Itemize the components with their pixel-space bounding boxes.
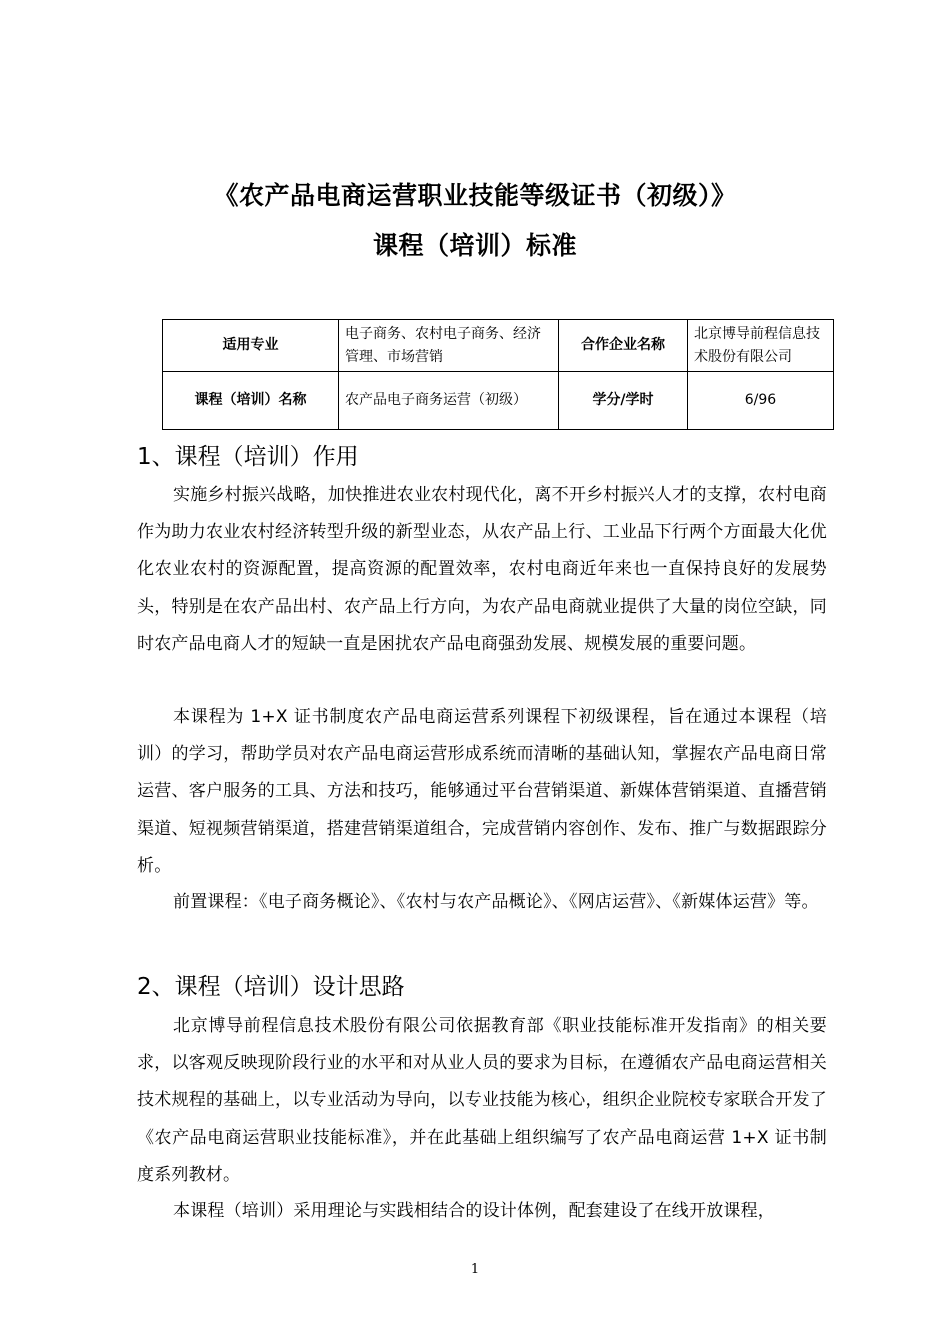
credit-hours-label: 学分/学时 xyxy=(559,372,688,430)
table-row xyxy=(163,320,834,372)
credit-hours-value: 6/96 xyxy=(688,372,834,430)
section-heading: 1、课程（培训）作用 xyxy=(137,444,359,470)
document-subtitle: 课程（培训）标准 xyxy=(372,231,577,260)
major-label: 适用专业 xyxy=(163,320,339,372)
partner-label: 合作企业名称 xyxy=(559,320,688,372)
paragraph: 北京博导前程信息技术股份有限公司依据教育部《职业技能标准开发指南》的相关要求，以客观反映现阶段行业的水平和对从业人员的要求为目标，在遵循农产品电商运营相关技术规程的基础上，以专业活动为导向，以专业技能为核心，组织企业院校专家联合开发了《农产品电商运营职业技能标准》，并在此基础上组织编写了农产品电商运营 1+X 证书制度系列教材。 xyxy=(137,1016,827,1185)
course-name-value: 农产品电子商务运营（初级） xyxy=(339,372,559,430)
major-value: 电子商务、农村电子商务、经济管理、市场营销 xyxy=(339,320,559,372)
paragraph: 实施乡村振兴战略，加快推进农业农村现代化，离不开乡村振兴人才的支撑，农村电商作为助力农业农村经济转型升级的新型业态，从农产品上行、工业品下行两个方面最大化优化农业农村的资源配置，提高资源的配置效率，农村电商近年来也一直保持良好的发展势头，特别是在农产品出村、农产品上行方向，为农产品电商就业提供了大量的岗位空缺，同时农产品电商人才的短缺一直是困扰农产品电商强劲发展、规模发展的重要问题。 xyxy=(137,485,827,654)
paragraph: 前置课程：《电子商务概论》、《农村与农产品概论》、《网店运营》、《新媒体运营》等。 xyxy=(173,892,819,912)
partner-value: 北京博导前程信息技术股份有限公司 xyxy=(688,320,834,372)
course-info-table xyxy=(162,319,834,430)
section-heading: 2、课程（培训）设计思路 xyxy=(137,974,405,1000)
course-name-label: 课程（培训）名称 xyxy=(163,372,339,430)
table-row xyxy=(163,372,834,430)
paragraph: 本课程（培训）采用理论与实践相结合的设计体例，配套建设了在线开放课程， xyxy=(173,1201,775,1221)
page-number: 1 xyxy=(470,1262,480,1277)
paragraph: 本课程为 1+X 证书制度农产品电商运营系列课程下初级课程，旨在通过本课程（培训）的学习，帮助学员对农产品电商运营形成系统而清晰的基础认知，掌握农产品电商日常运营、客户服务的工具、方法和技巧，能够通过平台营销渠道、新媒体营销渠道、直播营销渠道、短视频营销渠道，搭建营销渠道组合，完成营销内容创作、发布、推广与数据跟踪分析。 xyxy=(137,707,827,876)
document-title: 《农产品电商运营职业技能等级证书（初级）》 xyxy=(213,181,737,210)
